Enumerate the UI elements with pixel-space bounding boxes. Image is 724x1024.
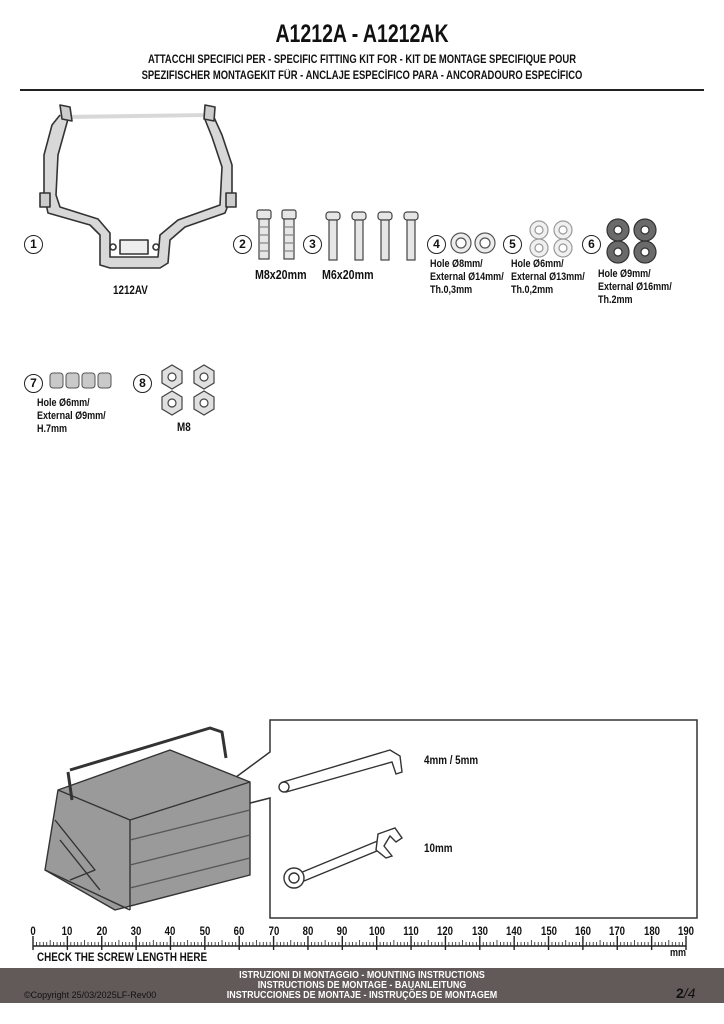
bracket-drawing <box>40 105 236 268</box>
m6-bolts-drawing <box>326 212 418 260</box>
ruler-tick-label: 20 <box>96 924 108 938</box>
ruler-unit-label: mm <box>670 947 687 959</box>
ruler-tick-label: 170 <box>609 924 626 938</box>
part-2-label: M8x20mm <box>255 267 307 282</box>
ruler-tick-label: 50 <box>199 924 211 938</box>
footer-line-1: ISTRUZIONI DI MONTAGGIO - MOUNTING INSTRUCTIONS <box>239 969 485 981</box>
allen-key-label: 4mm / 5mm <box>424 753 479 767</box>
footer-line-3: INSTRUCCIONES DE MONTAJE - INSTRUÇÕES DE MONTAGEM <box>226 989 498 1001</box>
page-current: 2 <box>676 985 684 1001</box>
part-5-label-line-3: Th.0,2mm <box>511 284 554 296</box>
parts-illustration <box>0 95 724 555</box>
m8-nuts-drawing <box>162 365 214 415</box>
part-7-label <box>37 397 106 436</box>
part-number-3: 3 <box>303 235 322 254</box>
part-6-label-line-3: Th.2mm <box>598 294 633 306</box>
header-divider <box>20 89 704 91</box>
subtitle-line-2: SPEZIFISCHER MONTAGEKIT FÜR - ANCLAJE ESPECÍFICO PARA - ANCORADOURO ESPECÍFICO <box>141 70 583 82</box>
ruler-tick-label: 110 <box>403 924 419 938</box>
part-5-label-line-1: Hole Ø6mm/ <box>511 258 564 270</box>
ruler-tick-label: 60 <box>233 924 245 938</box>
toolbox-icon <box>45 728 250 910</box>
ruler-tick-label: 150 <box>540 924 557 938</box>
part-7-label-line-1: Hole Ø6mm/ <box>37 397 90 409</box>
ruler-tick-label: 180 <box>643 924 660 938</box>
part-6-label-line-1: Hole Ø9mm/ <box>598 268 651 280</box>
copyright-text: ©Copyright 25/03/2025LF-Rev00 <box>24 990 157 1000</box>
part-3-label: M6x20mm <box>322 267 374 282</box>
part-5-label <box>511 258 585 297</box>
part-6-label <box>598 268 672 307</box>
spacers-drawing <box>50 373 111 388</box>
washers-6mm-drawing <box>530 221 572 257</box>
ruler-tick-label: 0 <box>30 924 36 938</box>
part-4-label-line-3: Th.0,3mm <box>430 284 473 296</box>
washers-9mm-drawing <box>607 219 656 263</box>
part-5-label-line-2: External Ø13mm/ <box>511 271 585 283</box>
part-number-6: 6 <box>582 235 601 254</box>
ruler-check-label: CHECK THE SCREW LENGTH HERE <box>37 950 208 964</box>
footer-line-2: INSTRUCTIONS DE MONTAGE - BAUANLEITUNG <box>257 979 467 991</box>
page-total: /4 <box>683 985 696 1001</box>
part-number-5: 5 <box>503 235 522 254</box>
ruler-tick-label: 10 <box>62 924 73 938</box>
ruler-tick-label: 80 <box>302 924 314 938</box>
tools-illustration <box>0 710 724 940</box>
part-7-label-line-3: H.7mm <box>37 423 68 435</box>
ruler-tick-label: 190 <box>677 924 695 938</box>
part-4-label <box>430 258 504 297</box>
ruler-tick-label: 90 <box>336 924 348 938</box>
ruler-tick-label: 70 <box>268 924 279 938</box>
subtitle-line-1: ATTACCHI SPECIFICI PER - SPECIFIC FITTING KIT FOR - KIT DE MONTAGE SPECIFIQUE POUR <box>147 54 577 66</box>
part-4-label-line-1: Hole Ø8mm/ <box>430 258 483 270</box>
ruler-tick-label: 130 <box>471 924 488 938</box>
part-8-label: M8 <box>177 420 191 434</box>
ruler-tick-label: 120 <box>437 924 454 938</box>
part-1-label: 1212AV <box>113 283 148 297</box>
part-number-2: 2 <box>233 235 252 254</box>
ruler-tick-label: 140 <box>506 924 523 938</box>
part-number-1: 1 <box>24 235 43 254</box>
part-6-label-line-2: External Ø16mm/ <box>598 281 672 293</box>
part-7-label-line-2: External Ø9mm/ <box>37 410 106 422</box>
ruler-tick-label: 100 <box>368 924 385 938</box>
ruler-tick-label: 40 <box>165 924 176 938</box>
part-4-label-line-2: External Ø14mm/ <box>430 271 504 283</box>
ruler-tick-label: 30 <box>130 924 142 938</box>
document-title: A1212A - A1212AK <box>275 20 449 48</box>
part-number-7: 7 <box>24 374 43 393</box>
ruler-tick-label: 160 <box>574 924 591 938</box>
tools-callout-box <box>175 720 697 918</box>
part-number-8: 8 <box>133 374 152 393</box>
washers-8mm-drawing <box>451 233 495 253</box>
m8-bolts-drawing <box>257 210 296 259</box>
page-number <box>676 985 695 1001</box>
part-number-4: 4 <box>427 235 446 254</box>
wrench-label: 10mm <box>424 841 453 855</box>
